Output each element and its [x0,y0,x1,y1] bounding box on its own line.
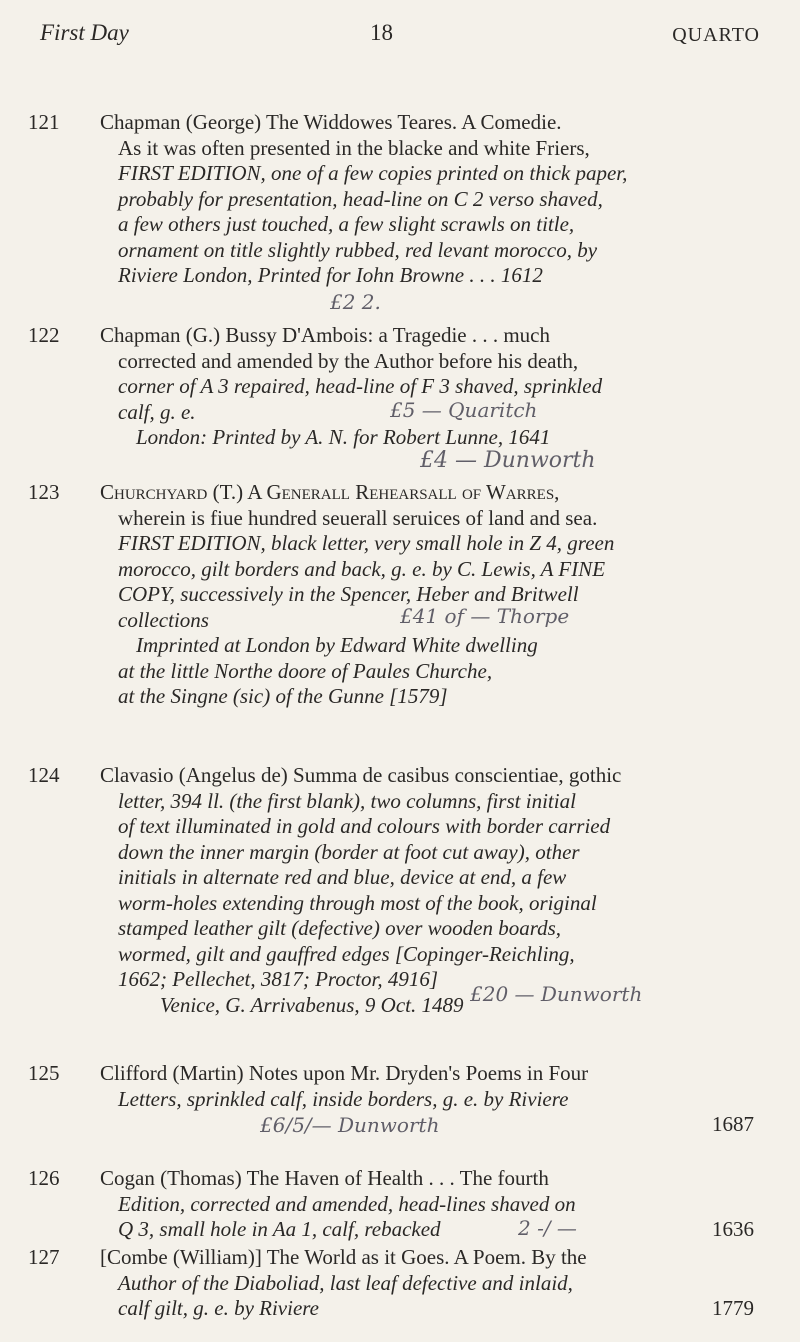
lot-line: Imprinted at London by Edward White dwelling [136,633,538,657]
lot-line: Author of the Diaboliad, last leaf defective and inlaid, [118,1270,573,1295]
lot-line: Q 3, small hole in Aa 1, calf, rebacked [118,1217,441,1241]
lot-line: Letters, sprinkled calf, inside borders, g. e. by Riviere [118,1086,569,1111]
lot-line: Clifford (Martin) Notes upon Mr. Dryden's Poems in Four [100,1061,589,1085]
lot-number: 123 [28,480,60,504]
lot-line: corrected and amended by the Author before his death, [118,348,579,373]
lot-date: 1779 [712,1296,754,1320]
lot-line: Cogan (Thomas) The Haven of Health . . . The fourth [100,1166,549,1190]
lot-line: probably for presentation, head-line on C 2 verso shaved, [118,186,603,211]
lot-line: morocco, gilt borders and back, g. e. by C. Lewis, A FINE [118,556,606,581]
lot-line: FIRST EDITION, black letter, very small hole in Z 4, green [118,531,615,555]
lot-line: calf, g. e. [118,399,196,424]
lot-line: wherein is fiue hundred seuerall seruices of land and sea. [118,505,598,530]
lot-number: 122 [28,323,60,347]
lot-line: of text illuminated in gold and colours with border carried [118,814,611,838]
lot-line: at the Singne (sic) of the Gunne [1579] [118,684,448,708]
lot-line: London: Printed by A. N. for Robert Lunne, 1641 [136,425,551,449]
header-day: First Day [40,20,129,45]
lot-line: [Combe (William)] The World as it Goes. A Poem. By the [100,1245,587,1269]
lot-line: wormed, gilt and gauffred edges [Copinger-Reichling, [118,941,575,966]
price-annotation: £5 — Quaritch [390,398,538,422]
lot-number: 125 [28,1061,60,1085]
lot-line: Churchyard (T.) A Generall Rehearsall of Warres, [100,480,560,504]
lot-line: letter, 394 ll. (the first blank), two columns, first initial [118,788,576,813]
price-annotation: £4 — Dunworth [420,448,596,473]
lot-number: 126 [28,1166,60,1190]
lot-line: 1662; Pellechet, 3817; Proctor, 4916] [118,967,438,991]
lot-date: 1636 [712,1217,754,1241]
lot-line: Edition, corrected and amended, head-lines shaved on [118,1191,576,1216]
price-annotation: £41 of — Thorpe [400,604,570,628]
lot-number: 124 [28,763,60,787]
page-header [40,20,760,60]
lot-line: down the inner margin (border at foot cut away), other [118,839,580,864]
lot-line: corner of A 3 repaired, head-line of F 3 shaved, sprinkled [118,374,603,398]
lot-number: 127 [28,1245,60,1269]
lot-line: As it was often presented in the blacke and white Friers, [118,135,590,160]
lot-line: 1687 [712,1112,754,1136]
header-format: QUARTO [672,24,760,46]
lot-line: a few others just touched, a few slight scrawls on title, [118,212,575,236]
price-annotation: £6/5/— Dunworth [260,1113,440,1137]
lot-line: FIRST EDITION, one of a few copies printed on thick paper, [118,161,628,185]
lot-number: 121 [28,110,60,134]
price-annotation: £20 — Dunworth [470,982,643,1006]
lot-line: ornament on title slightly rubbed, red levant morocco, by [118,237,598,262]
lot-line: COPY, successively in the Spencer, Heber and Britwell [118,582,579,606]
lot-line: at the little Northe doore of Paules Churche, [118,658,493,683]
page-number: 18 [370,20,393,45]
lot-line: worm-holes extending through most of the book, original [118,890,597,915]
lot-line: Chapman (George) The Widdowes Teares. A Comedie. [100,110,562,134]
lot-line: calf gilt, g. e. by Riviere [118,1296,319,1320]
lot-line: collections [118,607,209,632]
lot-line: Chapman (G.) Bussy D'Ambois: a Tragedie . . . much [100,323,551,347]
price-annotation: 2 -/ — [518,1216,577,1240]
price-annotation: £2 2. [330,290,381,314]
lot-line: initials in alternate red and blue, device at end, a few [118,865,567,889]
lot-line: stamped leather gilt (defective) over wooden boards, [118,916,562,940]
lot-line: Venice, G. Arrivabenus, 9 Oct. 1489 [160,992,464,1017]
lot-line: Clavasio (Angelus de) Summa de casibus conscientiae, gothic [100,763,622,787]
lot-line: Riviere London, Printed for Iohn Browne . . . 1612 [118,263,543,287]
